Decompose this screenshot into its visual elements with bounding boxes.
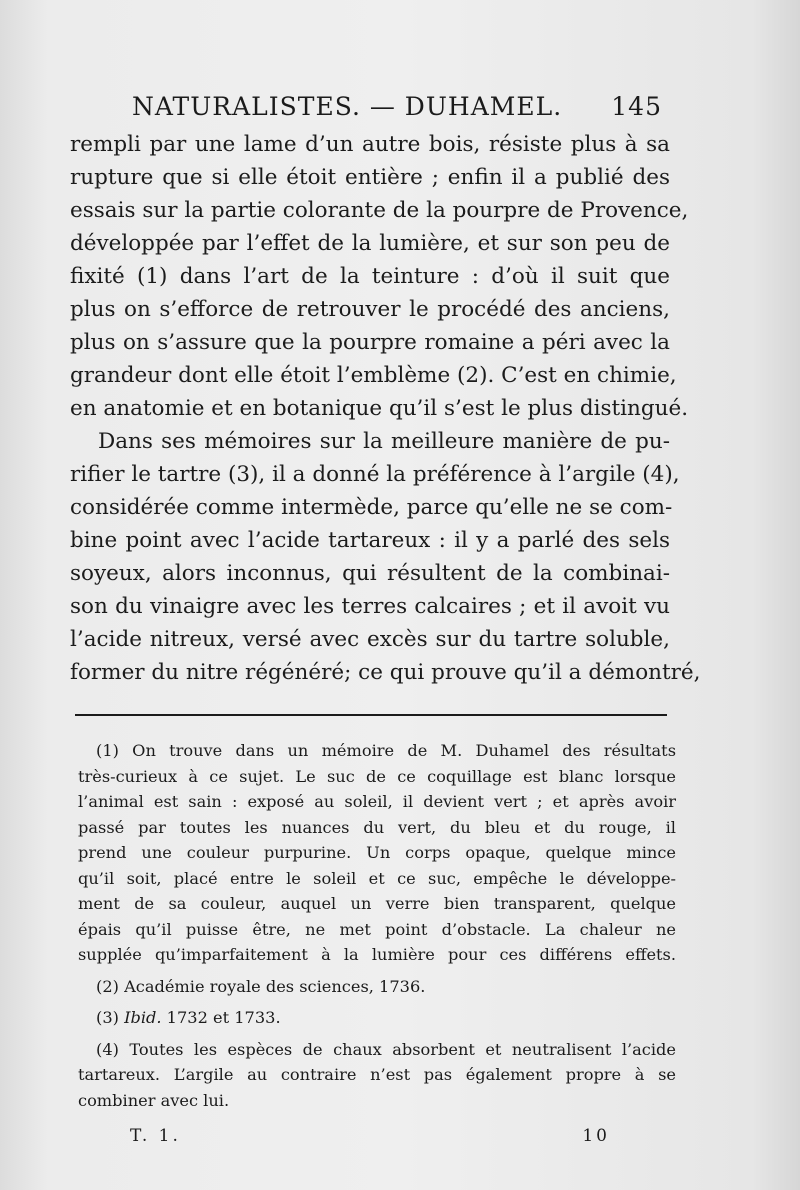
sheet-number: 10	[582, 1126, 610, 1146]
footnote-line: très-curieux à ce sujet. Le suc de ce coquillage est blanc lorsque	[78, 766, 676, 786]
footnotes	[78, 738, 676, 1119]
header-title: NATURALISTES. — DUHAMEL.	[132, 92, 563, 121]
footnote-line: l’animal est sain : exposé au soleil, il devient vert ; et après avoir	[78, 792, 676, 811]
page-number: 145	[611, 92, 662, 121]
footnote-3	[78, 1005, 676, 1031]
text-line: former du nitre régénéré; ce qui prouve qu’il a démontré,	[70, 660, 701, 685]
text-line: l’acide nitreux, versé avec excès sur du tartre soluble,	[70, 627, 670, 652]
footnote-3-number: (3)	[96, 1008, 125, 1027]
footnote-line: qu’il soit, placé entre le soleil et ce suc, empêche le développe-	[78, 868, 676, 888]
text-line: rifier le tartre (3), il a donné la préférence à l’argile (4),	[70, 462, 680, 487]
text-line: considérée comme intermède, parce qu’elle ne se com-	[70, 495, 673, 520]
text-line: Dans ses mémoires sur la meilleure manière de pu-	[98, 429, 670, 454]
text-line: son du vinaigre avec les terres calcaires ; et il avoit vu	[70, 594, 670, 619]
footnote-line: passé par toutes les nuances du vert, du bleu et du rouge, il	[78, 817, 676, 837]
footnote-4	[78, 1037, 676, 1114]
footnote-1	[78, 738, 676, 968]
footnote-line: (2) Académie royale des sciences, 1736.	[96, 976, 426, 996]
footnote-line	[96, 1005, 676, 1031]
footnote-line: tartareux. L’argile au contraire n’est pas également propre à se	[78, 1065, 676, 1084]
text-line: fixité (1) dans l’art de la teinture : d’où il suit que	[70, 264, 670, 289]
footnote-line: ment de sa couleur, auquel un verre bien transparent, quelque	[78, 894, 676, 913]
footnote-2	[78, 974, 676, 1000]
footnote-line: (4) Toutes les espèces de chaux absorbent et neutralisent l’acide	[96, 1039, 676, 1059]
text-line: bine point avec l’acide tartareux : il y a parlé des sels	[70, 528, 670, 553]
signature-mark: T. 1.	[130, 1126, 181, 1146]
footnote-divider	[75, 714, 667, 716]
text-line: en anatomie et en botanique qu’il s’est le plus distingué.	[70, 396, 689, 421]
footnote-line: combiner avec lui.	[78, 1090, 230, 1110]
text-line: rempli par une lame d’un autre bois, résiste plus à sa	[70, 132, 670, 157]
footnote-line: (1) On trouve dans un mémoire de M. Duhamel des résultats	[96, 741, 676, 760]
footnote-line: prend une couleur purpurine. Un corps opaque, quelque mince	[78, 843, 676, 862]
text-line: plus on s’efforce de retrouver le procédé des anciens,	[70, 297, 670, 322]
text-line: rupture que si elle étoit entière ; enfin il a publié des	[70, 165, 670, 190]
footnote-line: épais qu’il puisse être, ne met point d’obstacle. La chaleur ne	[78, 919, 676, 939]
main-text	[70, 128, 701, 689]
ibid-abbrev: Ibid.	[124, 1008, 162, 1027]
running-header	[132, 92, 662, 126]
text-line: soyeux, alors inconnus, qui résultent de la combinai-	[70, 561, 670, 586]
footnote-line: supplée qu’imparfaitement à la lumière pour ces différens effets.	[78, 945, 676, 964]
footnote-3-years: 1732 et 1733.	[161, 1008, 281, 1027]
text-line: essais sur la partie colorante de la pourpre de Provence,	[70, 198, 689, 223]
text-line: grandeur dont elle étoit l’emblème (2). C’est en chimie,	[70, 363, 677, 388]
text-line: développée par l’effet de la lumière, et sur son peu de	[70, 231, 670, 256]
text-line: plus on s’assure que la pourpre romaine a péri avec la	[70, 330, 670, 355]
